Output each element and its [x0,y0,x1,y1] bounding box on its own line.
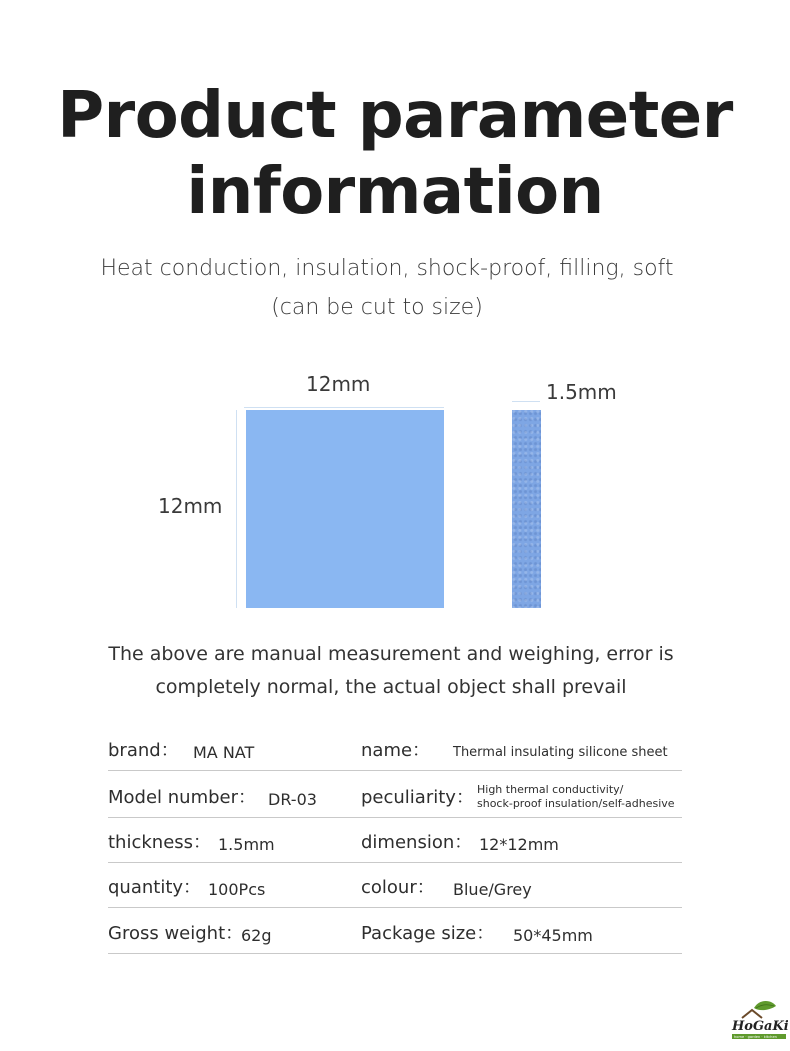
width-dimension-label: 12mm [306,372,371,396]
package-size-value: 50*45mm [513,926,593,945]
thickness-dimension-line [512,401,540,402]
subtitle-features: Heat conduction, insulation, shock-proof, filling, soft [100,256,674,281]
name-value: Thermal insulating silicone sheet [453,745,668,760]
peculiarity-label: peculiarity： [361,787,474,808]
thickness-label: thickness： [108,832,212,853]
silicone-pad-front-view [246,410,444,608]
model-number-label: Model number： [108,787,257,808]
quantity-label: quantity： [108,877,202,898]
dimension-label: dimension： [361,832,473,853]
gross-weight-label: Gross weight： [108,923,244,944]
title-line-2: information [186,155,604,229]
svg-text:home · garden · kitchen: home · garden · kitchen [734,1035,777,1040]
subtitle-cut-note: (can be cut to size) [271,295,483,320]
table-row [108,908,682,954]
peculiarity-value [477,783,687,811]
model-number-value: DR-03 [268,790,317,809]
gross-weight-value: 62g [241,926,272,945]
table-row [108,728,682,771]
colour-value: Blue/Grey [453,880,532,899]
brand-logo [730,996,788,1044]
page-title [0,78,790,230]
svg-text:HoGaKi: HoGaKi [732,1019,788,1034]
dimension-value: 12*12mm [479,835,559,854]
table-row [108,771,682,818]
measurement-note-line-1: The above are manual measurement and weighing, error is [108,643,674,665]
peculiarity-value-line-2: shock-proof insulation/self-adhesive [477,797,675,810]
parameter-table [108,728,682,954]
thickness-dimension-label: 1.5mm [546,380,617,404]
peculiarity-value-line-1: High thermal conductivity/ [477,783,624,796]
package-size-label: Package size： [361,923,495,944]
table-row [108,863,682,908]
title-line-1: Product parameter [57,79,733,153]
height-dimension-line [236,410,237,608]
thickness-value: 1.5mm [218,835,275,854]
brand-label: brand： [108,740,179,761]
width-dimension-line [244,407,444,408]
silicone-pad-side-view [512,410,541,608]
height-dimension-label: 12mm [158,494,223,518]
hogaki-logo-icon [730,996,788,1044]
name-label: name： [361,740,431,761]
measurement-note-line-2: completely normal, the actual object shall prevail [155,676,627,698]
table-row [108,818,682,863]
colour-label: colour： [361,877,435,898]
brand-value: MA NAT [193,743,255,762]
quantity-value: 100Pcs [208,880,266,899]
